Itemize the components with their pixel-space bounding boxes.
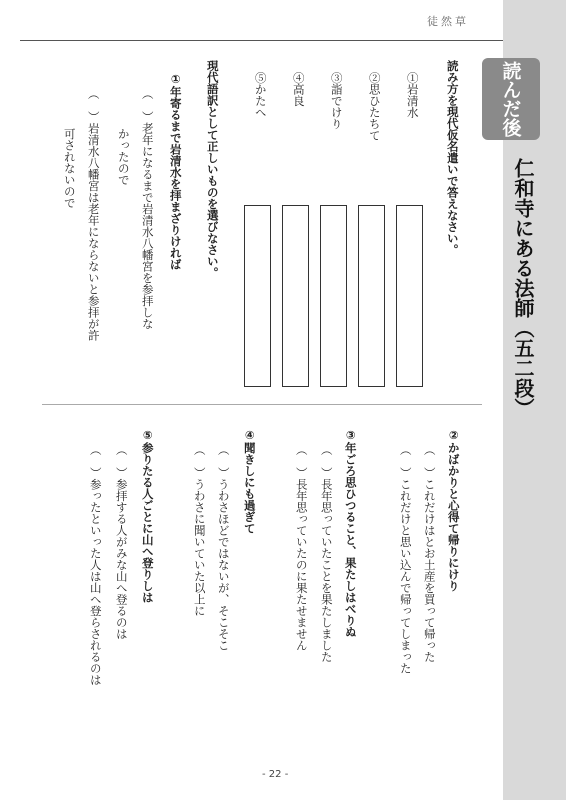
- section-badge: 読んだ後: [482, 58, 540, 140]
- q2-item-5-choice-a[interactable]: （ ）参拝する人がみな山へ登るのは: [114, 444, 129, 640]
- answer-box-5[interactable]: [244, 205, 271, 387]
- q2-item-2-choice-b[interactable]: （ ）これだけと思い込んで帰ってしまった: [398, 444, 413, 674]
- q2-item-3-choice-b[interactable]: （ ）長年思っていたのに果たせません: [294, 444, 309, 651]
- q2-item-3-choice-a[interactable]: （ ）長年思っていたことを果たしました: [319, 444, 334, 663]
- book-title: 徒然草: [427, 15, 469, 28]
- q1-item-4: ④高良: [291, 72, 306, 107]
- q2-item-1-choice-a-cont: かったので: [116, 128, 131, 186]
- q1-item-5: ⑤かたへ: [253, 72, 268, 118]
- q2-instruction: 現代語訳として正しいものを選びなさい。: [205, 60, 220, 279]
- q2-item-4-label: ④聞きしにも過ぎて: [242, 428, 257, 534]
- q2-item-1-label: ①年寄るまで岩清水を拝まざりければ: [168, 72, 183, 270]
- answer-box-2[interactable]: [358, 205, 385, 387]
- q2-item-4-choice-b[interactable]: （ ）うわさに聞いていた以上に: [192, 444, 207, 617]
- q2-item-1-choice-b-cont: 可されないので: [62, 128, 77, 209]
- q2-item-1-choice-b[interactable]: （ ）岩清水八幡宮は老年にならないと参拝が許: [86, 88, 101, 341]
- q2-item-2-label: ②かばかりと心得て帰りにけり: [446, 428, 461, 592]
- q2-item-1-choice-a[interactable]: （ ）老年になるまで岩清水八幡宮を参拝しな: [140, 88, 155, 330]
- q1-item-2: ②思ひたちて: [367, 72, 382, 141]
- q1-item-3: ③詣でけり: [329, 72, 344, 130]
- q2-item-4-choice-a[interactable]: （ ）うわさほどではないが、そこそこ: [216, 444, 231, 651]
- answer-box-4[interactable]: [282, 205, 309, 387]
- q2-item-5-choice-b[interactable]: （ ）参ったといった人は山へ登らされるのは: [88, 444, 103, 686]
- q1-instruction: 読み方を現代仮名遣いで答えなさい。: [445, 60, 460, 256]
- q2-item-2-choice-a[interactable]: （ ）これだけはとお土産を買って帰った: [422, 444, 437, 663]
- header-rule: [20, 40, 503, 41]
- section-divider: [42, 404, 482, 405]
- q2-item-3-label: ③年ごろ思ひつること、果たしはべりぬ: [343, 428, 358, 638]
- answer-box-1[interactable]: [396, 205, 423, 387]
- q1-item-1: ①岩清水: [405, 72, 420, 118]
- q2-item-5-label: ⑤参りたる人ごとに山へ登りしは: [140, 428, 155, 603]
- answer-box-3[interactable]: [320, 205, 347, 387]
- page-number: - 22 -: [262, 769, 289, 780]
- page-title: 仁和寺にある法師（五二段）: [511, 158, 535, 418]
